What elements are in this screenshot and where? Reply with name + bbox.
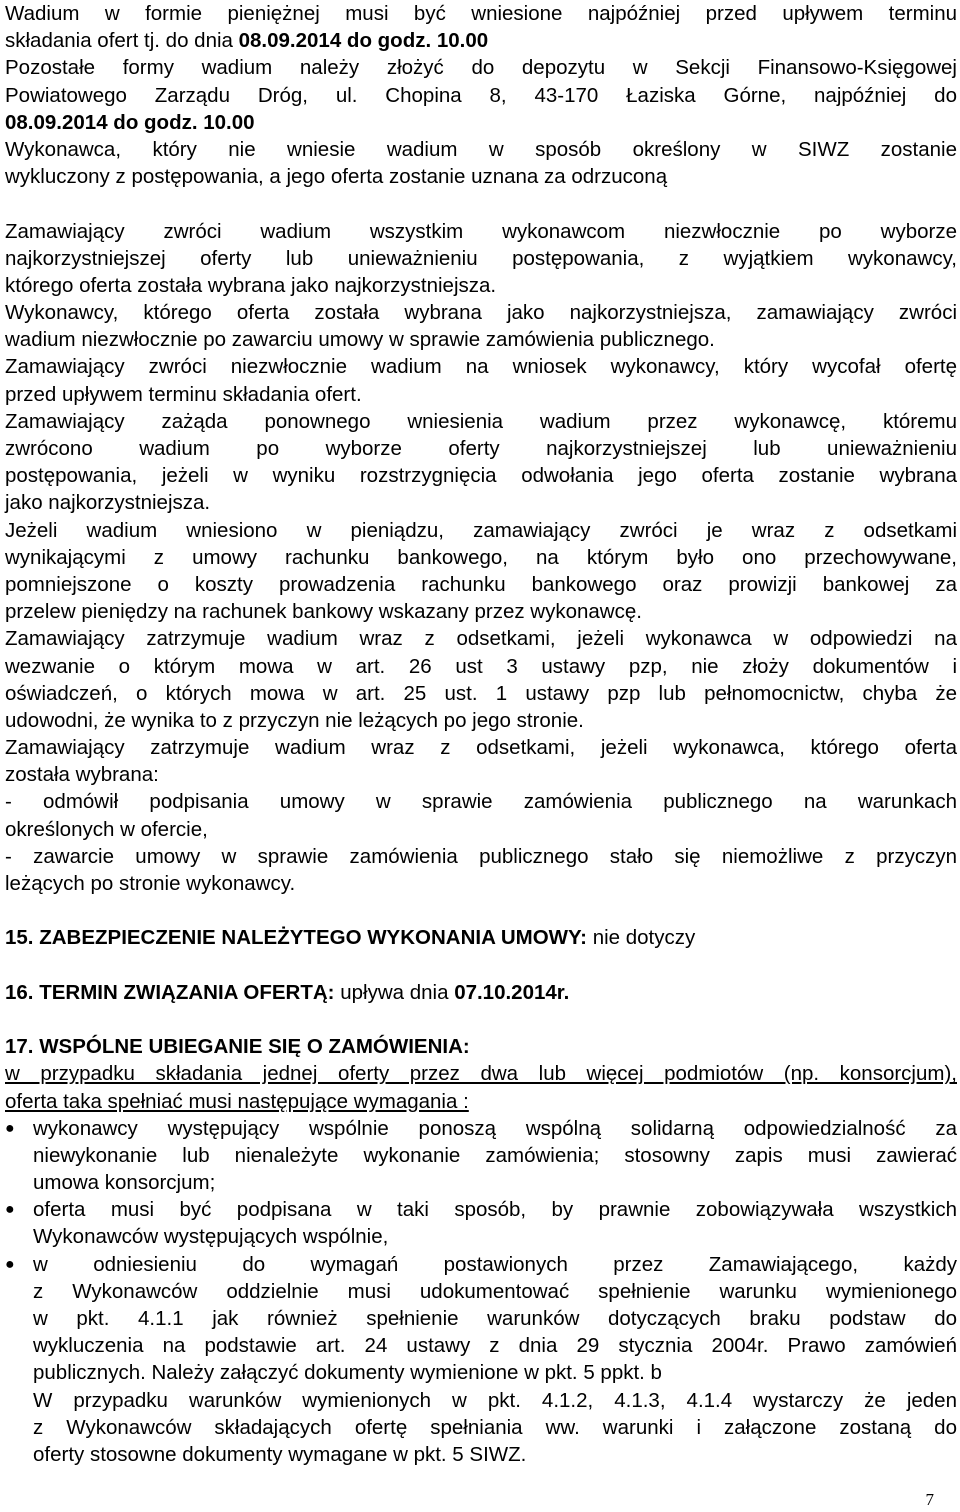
text-line: oferty stosowne dokumenty wymagane w pkt. 5 SIWZ. (33, 1442, 527, 1466)
section-15 (5, 924, 957, 951)
document-page (5, 0, 957, 1468)
text-line: niewykonanie lub nienależyte wykonanie zamówienia; stosowny zapis musi zawierać (33, 1143, 957, 1167)
text-line: zwrócono wadium po wyborze oferty najkorzystniejszej lub unieważnieniu (5, 437, 957, 460)
text-line: W przypadku warunków wymienionych w pkt. 4.1.2, 4.1.3, 4.1.4 wystarczy że jeden (33, 1388, 957, 1412)
text-line: w odniesieniu do wymagań postawionych przez Zamawiającego, każdy (33, 1252, 957, 1276)
text-line: z Wykonawców oddzielnie musi udokumentować spełnienie warunku wymienionego (33, 1279, 957, 1303)
text-line: Wykonawców występujących wspólnie, (33, 1225, 389, 1249)
bullet-first-line (5, 1115, 957, 1142)
text-line: Zamawiający zatrzymuje wadium wraz z odsetkami, jeżeli wykonawca w odpowiedzi na (5, 627, 957, 651)
text-line: oświadczeń, o których mowa w art. 25 ust. 1 ustawy pzp lub pełnomocnictw, chyba że (5, 681, 957, 705)
text-line: została wybrana: (5, 763, 159, 787)
text-line: Zamawiający zażąda ponownego wniesienia wadium przez wykonawcę, któremu (5, 409, 957, 433)
bullet-icon: ● (5, 1255, 15, 1273)
section-heading: 15. ZABEZPIECZENIE NALEŻYTEGO WYKONANIA UMOWY: (5, 926, 587, 950)
spacer (5, 952, 957, 979)
text-line: Pozostałe formy wadium należy złożyć do depozytu w Sekcji Finansowo-Księgowej (5, 56, 957, 80)
text-line: Powiatowego Zarządu Dróg, ul. Chopina 8, 43-170 Łaziska Górne, najpóźniej do (5, 83, 957, 107)
wadium-return-paragraph (5, 218, 957, 898)
text-line: oferta musi być podpisana w taki sposób, by prawnie zobowiązywała wszystkich (33, 1198, 957, 1222)
list-item (5, 1115, 957, 1197)
spacer (5, 1006, 957, 1033)
text-line: wykluczenia na podstawie art. 24 ustawy z dnia 29 stycznia 2004r. Prawo zamówień (33, 1334, 957, 1358)
page-number: 7 (925, 1490, 934, 1509)
list-item (5, 1196, 957, 1250)
underlined-line: oferta taka spełniać musi następujące wymagania : (5, 1089, 469, 1113)
text-line: jako najkorzystniejsza. (5, 491, 211, 515)
text-line: Wykonawca, który nie wniesie wadium w sposób określony w SIWZ zostanie (5, 137, 957, 161)
text-line: - odmówił podpisania umowy w sprawie zamówienia publicznego na warunkach (5, 790, 957, 814)
text-line: składania ofert tj. do dnia 08.09.2014 do godz. 10.00 (5, 29, 489, 53)
section-16 (5, 979, 957, 1006)
text-line: w pkt. 4.1.1 jak również spełnienie warunków dotyczących braku podstaw do (33, 1307, 957, 1330)
section-heading: 17. WSPÓLNE UBIEGANIE SIĘ O ZAMÓWIENIA: (5, 1035, 470, 1059)
spacer (5, 897, 957, 924)
text-line: z Wykonawców składających ofertę spełniania ww. warunki i załączone zostaną do (33, 1415, 957, 1439)
deadline-date: 08.09.2014 do godz. 10.00 (5, 110, 255, 134)
binding-date: 07.10.2014r. (454, 980, 570, 1004)
bullet-first-line (5, 1196, 957, 1223)
text-line: publicznych. Należy załączyć dokumenty wymienione w pkt. 5 ppkt. b (33, 1361, 662, 1385)
text-line: którego oferta została wybrana jako najkorzystniejsza. (5, 273, 497, 297)
text-line: wynikającymi z umowy rachunku bankowego, na którym było ono przechowywane, (5, 545, 957, 569)
list-item (5, 1251, 957, 1469)
text-line: umowa konsorcjum; (33, 1171, 216, 1195)
text-line: wykluczony z postępowania, a jego oferta zostanie uznana za odrzuconą (5, 165, 668, 189)
text-line: pomniejszone o koszty prowadzenia rachunku bankowego oraz prowizji bankowej za (5, 572, 957, 596)
spacer (5, 190, 957, 217)
section-value: nie dotyczy (587, 926, 696, 950)
text-line: Zamawiający zwróci niezwłocznie wadium na wniosek wykonawcy, który wycofał ofertę (5, 355, 957, 379)
text-line: najkorzystniejszej oferty lub unieważnieniu postępowania, z wyjątkiem wykonawcy, (5, 246, 957, 270)
text-line: określonych w ofercie, (5, 817, 208, 841)
wadium-paragraph (5, 0, 957, 190)
requirements-list (5, 1115, 957, 1468)
text-line: wezwanie o którym mowa w art. 26 ust 3 ustawy pzp, nie złoży dokumentów i (5, 654, 957, 678)
underlined-line: w przypadku składania jednej oferty przez dwa lub więcej podmiotów (np. konsorcjum), (5, 1062, 957, 1086)
bullet-first-line (5, 1251, 957, 1278)
text-line: Wykonawcy, którego oferta została wybrana jako najkorzystniejsza, zamawiający zwróci (5, 301, 957, 325)
text-line: leżących po stronie wykonawcy. (5, 872, 296, 895)
text-line: przed upływem terminu składania ofert. (5, 382, 362, 406)
bullet-icon: ● (5, 1201, 15, 1219)
section-heading: 16. TERMIN ZWIĄZANIA OFERTĄ: (5, 980, 335, 1004)
text-line: postępowania, jeżeli w wyniku rozstrzygnięcia odwołania jego oferta zostanie wybrana (5, 464, 957, 488)
text-line: Wadium w formie pieniężnej musi być wniesione najpóźniej przed upływem terminu (5, 2, 957, 25)
deadline-date: 08.09.2014 do godz. 10.00 (238, 29, 489, 53)
text-line: wykonawcy występujący wspólnie ponoszą wspólną solidarną odpowiedzialność za (33, 1116, 957, 1140)
text-line: Zamawiający zwróci wadium wszystkim wykonawcom niezwłocznie po wyborze (5, 219, 957, 243)
text-line: udowodni, że wynika to z przyczyn nie leżących po jego stronie. (5, 708, 584, 732)
bullet-icon: ● (5, 1119, 15, 1137)
text-line: - zawarcie umowy w sprawie zamówienia publicznego stało się niemożliwe z przyczyn (5, 844, 957, 868)
text-line: wadium niezwłocznie po zawarciu umowy w sprawie zamówienia publicznego. (5, 328, 715, 352)
text-line: Zamawiający zatrzymuje wadium wraz z odsetkami, jeżeli wykonawca, którego oferta (5, 736, 957, 760)
text-line: Jeżeli wadium wniesiono w pieniądzu, zamawiający zwróci je wraz z odsetkami (5, 518, 957, 542)
section-value: upływa dnia (334, 980, 455, 1004)
text-line: przelew pieniędzy na rachunek bankowy wskazany przez wykonawcę. (5, 600, 642, 624)
